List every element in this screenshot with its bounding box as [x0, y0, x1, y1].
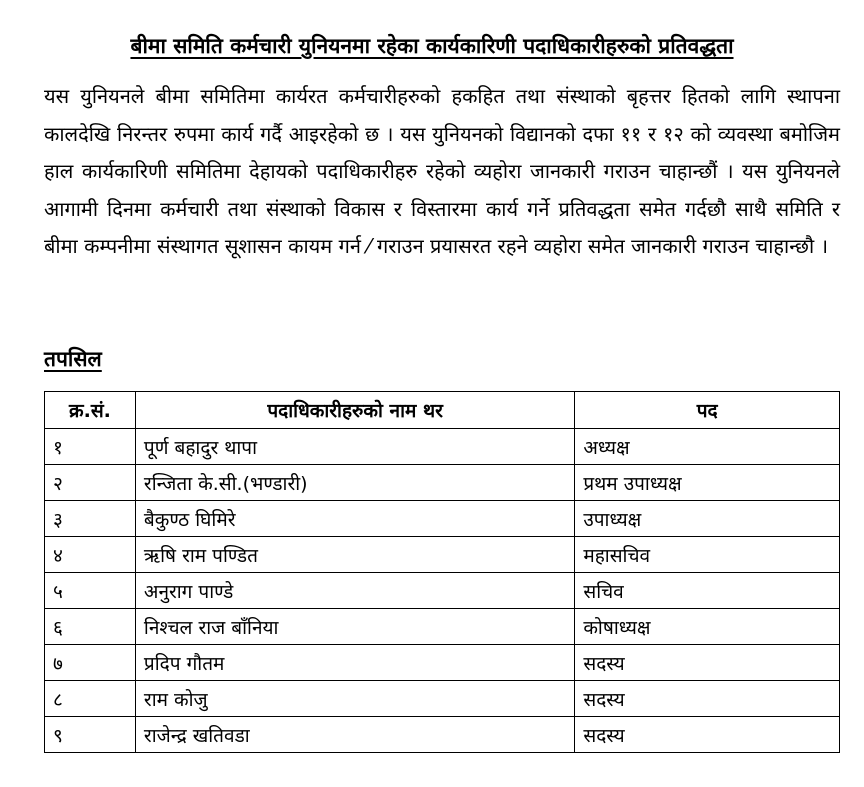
table-row	[45, 573, 840, 609]
cell-post: सदस्य	[575, 645, 840, 681]
table-row	[45, 645, 840, 681]
document-title: बीमा समिति कर्मचारी युनियनमा रहेका कार्यकारिणी पदाधिकारीहरुको प्रतिवद्धता	[130, 34, 734, 58]
cell-post: प्रथम उपाध्यक्ष	[575, 465, 840, 501]
cell-serial-number: ४	[45, 537, 136, 573]
table-row	[45, 609, 840, 645]
table-header-row	[45, 392, 840, 429]
table-row	[45, 681, 840, 717]
cell-post: उपाध्यक्ष	[575, 501, 840, 537]
cell-officer-name: प्रदिप गौतम	[135, 645, 574, 681]
officers-table	[44, 391, 840, 753]
cell-serial-number: ९	[45, 717, 136, 753]
cell-serial-number: ५	[45, 573, 136, 609]
cell-officer-name: राजेन्द्र खतिवडा	[135, 717, 574, 753]
cell-post: सदस्य	[575, 717, 840, 753]
cell-serial-number: ६	[45, 609, 136, 645]
cell-serial-number: १	[45, 429, 136, 465]
cell-officer-name: राम कोजु	[135, 681, 574, 717]
cell-post: अध्यक्ष	[575, 429, 840, 465]
cell-officer-name: बैकुण्ठ घिमिरे	[135, 501, 574, 537]
intro-paragraph: यस युनियनले बीमा समितिमा कार्यरत कर्मचारीहरुको हकहित तथा संस्थाको बृहत्तर हितको लागि स्थापना कालदेखि निरन्तर रुपमा कार्य गर्दै आइरहेको छ । यस युनियनको विद्यानको दफा ११ र १२ को व्यवस्था बमोजिम हाल कार्यकारिणी समितिमा देहायको पदाधिकारीहरु रहेको व्यहोरा जानकारी गराउन चाहान्छौं । यस युनियनले आगामी दिनमा कर्मचारी तथा संस्थाको विकास र विस्तारमा कार्य गर्ने प्रतिवद्धता समेत गर्दछौ साथै समिति र बीमा कम्पनीमा संस्थागत सूशासन कायम गर्न ⁄ गराउन प्रयासरत रहने व्यहोरा समेत जानकारी गराउन चाहान्छौ ।	[44, 84, 840, 259]
cell-serial-number: ८	[45, 681, 136, 717]
header-post: पद	[575, 392, 840, 429]
cell-serial-number: ३	[45, 501, 136, 537]
section-heading: तपसिल	[44, 347, 102, 371]
cell-serial-number: ७	[45, 645, 136, 681]
table-row	[45, 537, 840, 573]
table-row	[45, 465, 840, 501]
cell-officer-name: अनुराग पाण्डे	[135, 573, 574, 609]
cell-officer-name: निश्चल राज बाँनिया	[135, 609, 574, 645]
cell-post: सदस्य	[575, 681, 840, 717]
cell-post: महासचिव	[575, 537, 840, 573]
table-row	[45, 501, 840, 537]
cell-serial-number: २	[45, 465, 136, 501]
table-row	[45, 717, 840, 753]
header-serial-number: क्र.सं.	[45, 392, 136, 429]
cell-officer-name: ऋषि राम पण्डित	[135, 537, 574, 573]
cell-post: कोषाध्यक्ष	[575, 609, 840, 645]
table-row	[45, 429, 840, 465]
header-officer-name: पदाधिकारीहरुको नाम थर	[135, 392, 574, 429]
cell-officer-name: पूर्ण बहादुर थापा	[135, 429, 574, 465]
cell-post: सचिव	[575, 573, 840, 609]
cell-officer-name: रन्जिता के.सी.(भण्डारी)	[135, 465, 574, 501]
